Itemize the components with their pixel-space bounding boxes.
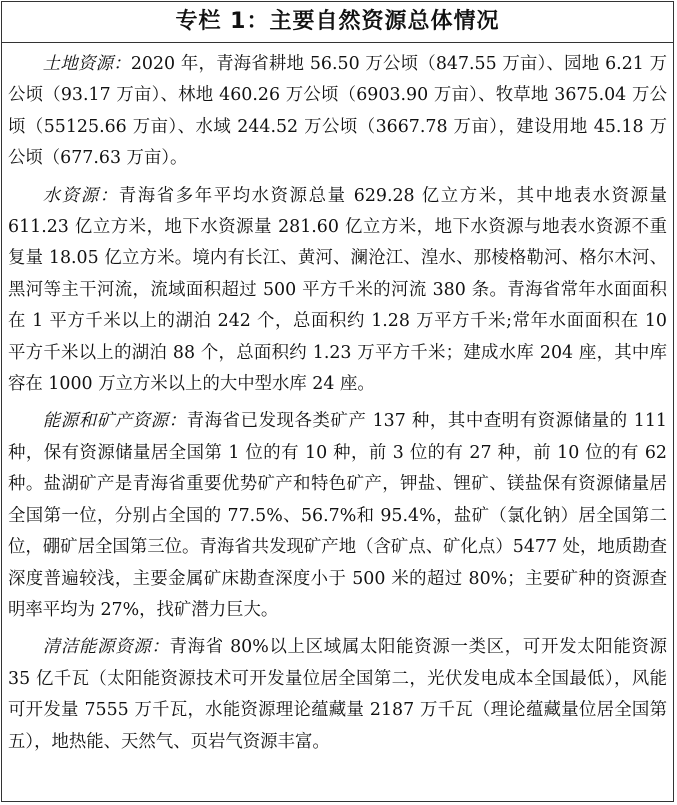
clean-energy-label: 清洁能源资源： — [42, 637, 170, 658]
water-resources-text: 青海省多年平均水资源总量 629.28 亿立方米，其中地表水资源量 611.23 亿立方米，地下水资源量 281.60 亿立方米，地下水资源与地表水资源不重复量 18.05 亿立方米。境内有长江、黄河、澜沧江、湟水、那棱格勒河、格尔木河、黑河等主干河流，流域面积超过 500 平方千米的河流 380 条。青海省常年水面面积在 1 平方千米以上的湖泊 242 个，总面积约 1.28 万平方千米;常年水面面积在 10 平方千米以上的湖泊 88 个，总面积约 1.23 万平方千米；建成水库 204 座，其中库容在 1000 万立方米以上的大中型水库 24 座。 — [8, 185, 667, 395]
column-title: 专栏 1：主要自然资源总体情况 — [2, 2, 673, 43]
land-resources-label: 土地资源： — [42, 54, 131, 74]
clean-energy-text: 青海省 80%以上区域属太阳能资源一类区，可开发太阳能资源 35 亿千瓦（太阳能资源技术可开发量位居全国第二，光伏发电成本全国最低），风能可开发量 7555 万千瓦，水能资源理论蕴藏量 2187 万千瓦（理论蕴藏量位居全国第五），地热能、天然气、页岩气资源丰富。 — [8, 637, 667, 752]
energy-mineral-paragraph — [8, 406, 667, 626]
column-body — [2, 43, 673, 758]
land-resources-text: 2020 年，青海省耕地 56.50 万公顷（847.55 万亩）、园地 6.21 万公顷（93.17 万亩）、林地 460.26 万公顷（6903.90 万亩）、牧草地 3675.04 万公顷（55125.66 万亩）、水域 244.52 万公顷（3667.78 万亩），建设用地 45.18 万公顷（677.63 万亩）。 — [8, 54, 667, 169]
energy-mineral-label: 能源和矿产资源： — [42, 411, 187, 432]
column-box — [1, 1, 674, 802]
energy-mineral-text: 青海省已发现各类矿产 137 种，其中查明有资源储量的 111 种，保有资源储量居全国第 1 位的有 10 种，前 3 位的有 27 种，前 10 位的有 62 种。盐湖矿产是青海省重要优势矿产和特色矿产，钾盐、锂矿、镁盐保有资源储量居全国第一位，分别占全国的 77.5%、56.7%和 95.4%，盐矿（氯化钠）居全国第二位，硼矿居全国第三位。青海省共发现矿产地（含矿点、矿化点）5477 处，地质勘查深度普遍较浅，主要金属矿床勘查深度小于 500 米的超过 80%；主要矿种的资源查明率平均为 27%，找矿潜力巨大。 — [8, 411, 667, 620]
clean-energy-paragraph — [8, 632, 667, 758]
water-resources-label: 水资源： — [42, 185, 119, 206]
water-resources-paragraph — [8, 181, 667, 401]
land-resources-paragraph — [8, 49, 667, 175]
